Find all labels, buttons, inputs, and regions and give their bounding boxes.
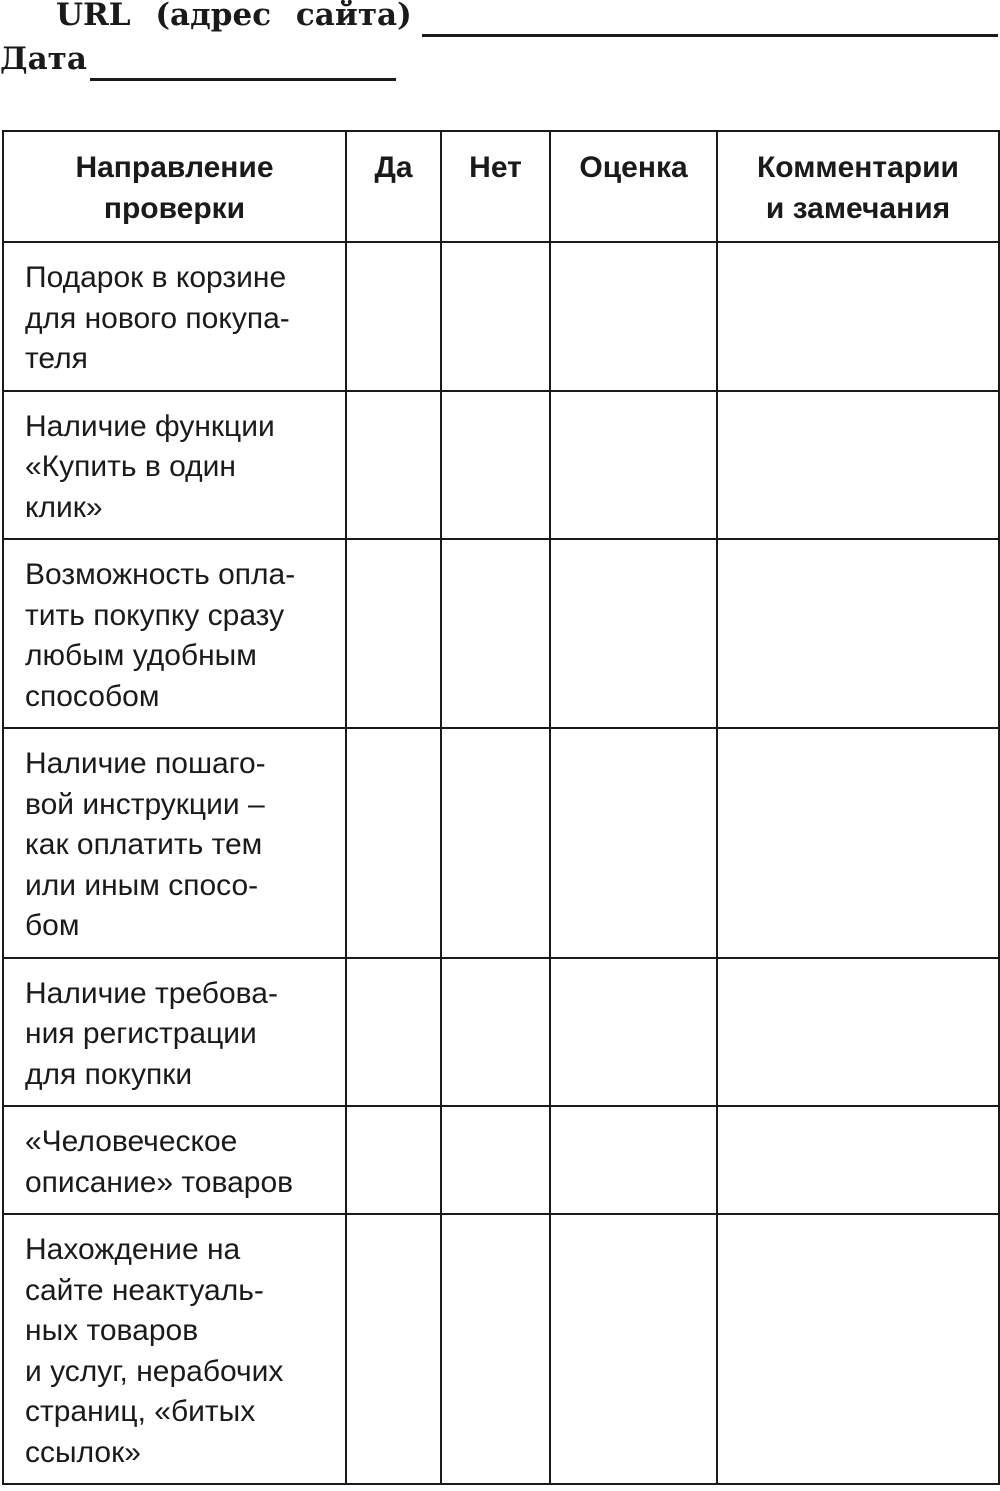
rating-cell[interactable]: [550, 391, 717, 540]
check-direction-cell: Подарок в корзине для нового покупа- теля: [3, 242, 346, 391]
column-header-direction: Направление проверки: [3, 131, 346, 242]
comments-cell[interactable]: [717, 539, 999, 728]
rating-cell[interactable]: [550, 1106, 717, 1214]
date-label: [0, 41, 87, 77]
no-cell[interactable]: [441, 1106, 550, 1214]
column-header-comments: Комментарии и замечания: [717, 131, 999, 242]
no-cell[interactable]: [441, 391, 550, 540]
column-header-no: Нет: [441, 131, 550, 242]
date-blank-field[interactable]: [90, 48, 396, 81]
checklist-table: [2, 130, 1000, 1485]
url-blank-field[interactable]: [422, 4, 998, 37]
yes-cell[interactable]: [346, 1214, 441, 1484]
yes-cell[interactable]: [346, 1106, 441, 1214]
comments-cell[interactable]: [717, 958, 999, 1107]
url-label-text: URL (адрес сайта): [56, 0, 412, 33]
comments-cell[interactable]: [717, 1106, 999, 1214]
rating-cell[interactable]: [550, 958, 717, 1107]
table-row: [3, 539, 999, 728]
comments-cell[interactable]: [717, 391, 999, 540]
comments-cell[interactable]: [717, 1214, 999, 1484]
table-row: [3, 958, 999, 1107]
comments-cell[interactable]: [717, 242, 999, 391]
yes-cell[interactable]: [346, 391, 441, 540]
no-cell[interactable]: [441, 728, 550, 958]
yes-cell[interactable]: [346, 242, 441, 391]
check-direction-cell: Нахождение на сайте неактуаль- ных товаров и услуг, нерабочих страниц, «битых ссылок»: [3, 1214, 346, 1484]
no-cell[interactable]: [441, 539, 550, 728]
rating-cell[interactable]: [550, 728, 717, 958]
yes-cell[interactable]: [346, 958, 441, 1107]
column-header-rating: Оценка: [550, 131, 717, 242]
rating-cell[interactable]: [550, 539, 717, 728]
date-label-text: Дата: [0, 41, 87, 77]
column-header-yes: Да: [346, 131, 441, 242]
check-direction-cell: Наличие пошаго- вой инструкции – как оплатить тем или иным спосо- бом: [3, 728, 346, 958]
yes-cell[interactable]: [346, 539, 441, 728]
table-row: [3, 728, 999, 958]
table-header-row: [3, 131, 999, 242]
check-direction-cell: Наличие функции «Купить в один клик»: [3, 391, 346, 540]
no-cell[interactable]: [441, 1214, 550, 1484]
no-cell[interactable]: [441, 958, 550, 1107]
table-row: [3, 391, 999, 540]
table-row: [3, 1214, 999, 1484]
no-cell[interactable]: [441, 242, 550, 391]
check-direction-cell: Возможность опла- тить покупку сразу любым удобным способом: [3, 539, 346, 728]
rating-cell[interactable]: [550, 1214, 717, 1484]
table-row: [3, 1106, 999, 1214]
rating-cell[interactable]: [550, 242, 717, 391]
yes-cell[interactable]: [346, 728, 441, 958]
comments-cell[interactable]: [717, 728, 999, 958]
check-direction-cell: «Человеческое описание» товаров: [3, 1106, 346, 1214]
check-direction-cell: Наличие требова- ния регистрации для покупки: [3, 958, 346, 1107]
table-row: [3, 242, 999, 391]
url-label: [56, 0, 412, 31]
